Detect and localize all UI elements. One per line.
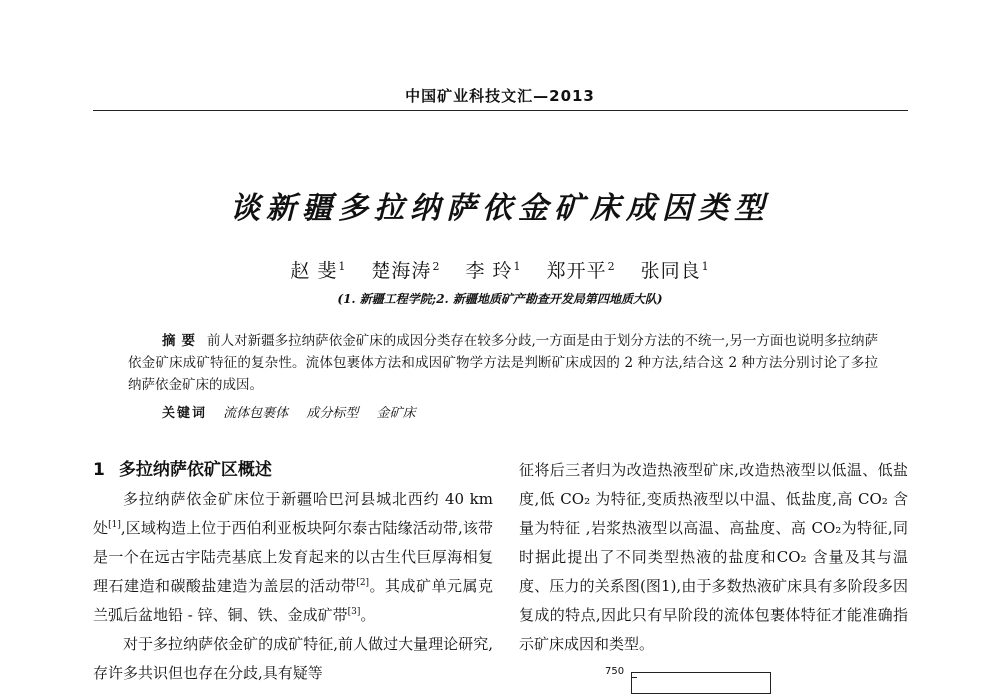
keywords-label: 关键词 <box>162 406 208 421</box>
author: 楚海涛$^2$ <box>371 259 441 282</box>
keyword: 流体包裹体 <box>223 406 289 421</box>
body-paragraph: 对于多拉纳萨依金矿的成矿特征,前人做过大量理论研究,存许多共识但也存在分歧,具有疑等 <box>93 635 493 682</box>
citation: [1] <box>108 520 121 530</box>
abstract-label: 摘要 <box>162 333 202 349</box>
figure-frame <box>631 672 771 694</box>
author-list <box>0 256 1000 283</box>
citation: [2] <box>356 578 370 588</box>
author: 李 玲$^1$ <box>465 259 522 282</box>
keyword: 金矿床 <box>376 406 416 421</box>
right-column <box>519 456 908 659</box>
abstract <box>128 330 878 396</box>
author: 张同良$^1$ <box>640 259 710 282</box>
section-heading <box>93 456 493 485</box>
figure-axis-label: 750 <box>605 666 625 677</box>
abstract-text: 前人对新疆多拉纳萨依金矿床的成因分类存在较多分歧,一方面是由于划分方法的不统一,另一方面也说明多拉纳萨依金矿床成矿特征的复杂性。流体包裹体方法和成因矿物学方法是判断矿床成因的 2 种方法,结合这 2 种方法分别讨论了多拉纳萨依金矿床的成因。 <box>128 333 878 393</box>
author: 赵 斐$^1$ <box>290 259 347 282</box>
affiliation: (1. 新疆工程学院;2. 新疆地质矿产勘查开发局第四地质大队) <box>337 292 663 306</box>
section-number: 1 <box>93 460 105 480</box>
section-title: 多拉纳萨依矿区概述 <box>118 460 272 480</box>
citation: [3] <box>347 607 361 617</box>
header-rule <box>93 110 908 111</box>
body-paragraph: 多拉纳萨依金矿床位于新疆哈巴河县城北西约 40 km 处[1],区域构造上位于西伯利亚板块阿尔泰古陆缘活动带,该带是一个在远古宇陆壳基底上发育起来的以古生代巨厚海相复理石建造和碳酸盐建造为盖层的活动带[2]。其成矿单元属克兰弧后盆地铅 - 锌、铜、铁、金成矿带[3]。 <box>93 490 493 624</box>
author: 郑开平$^2$ <box>546 259 616 282</box>
keywords <box>162 404 862 424</box>
figure-tick <box>631 677 637 678</box>
body-paragraph: 征将后三者归为改造热液型矿床,改造热液型以低温、低盐度,低 CO₂ 为特征,变质热液型以中温、低盐度,高 CO₂ 含量为特征 ,岩浆热液型以高温、高盐度、高 CO₂为特征,同时据此提出了不同类型热液的盐度和CO₂ 含量及其与温度、压力的关系图(图1),由于多数热液矿床具有多阶段多因复成的特点,因此只有早阶段的流体包裹体特征才能准确指示矿床成因和类型。 <box>519 461 908 653</box>
left-column <box>93 456 493 688</box>
keyword: 成分标型 <box>306 406 359 421</box>
paper-title: 谈新疆多拉纳萨依金矿床成因类型 <box>230 191 770 226</box>
running-header: 中国矿业科技文汇—2013 <box>405 87 595 105</box>
